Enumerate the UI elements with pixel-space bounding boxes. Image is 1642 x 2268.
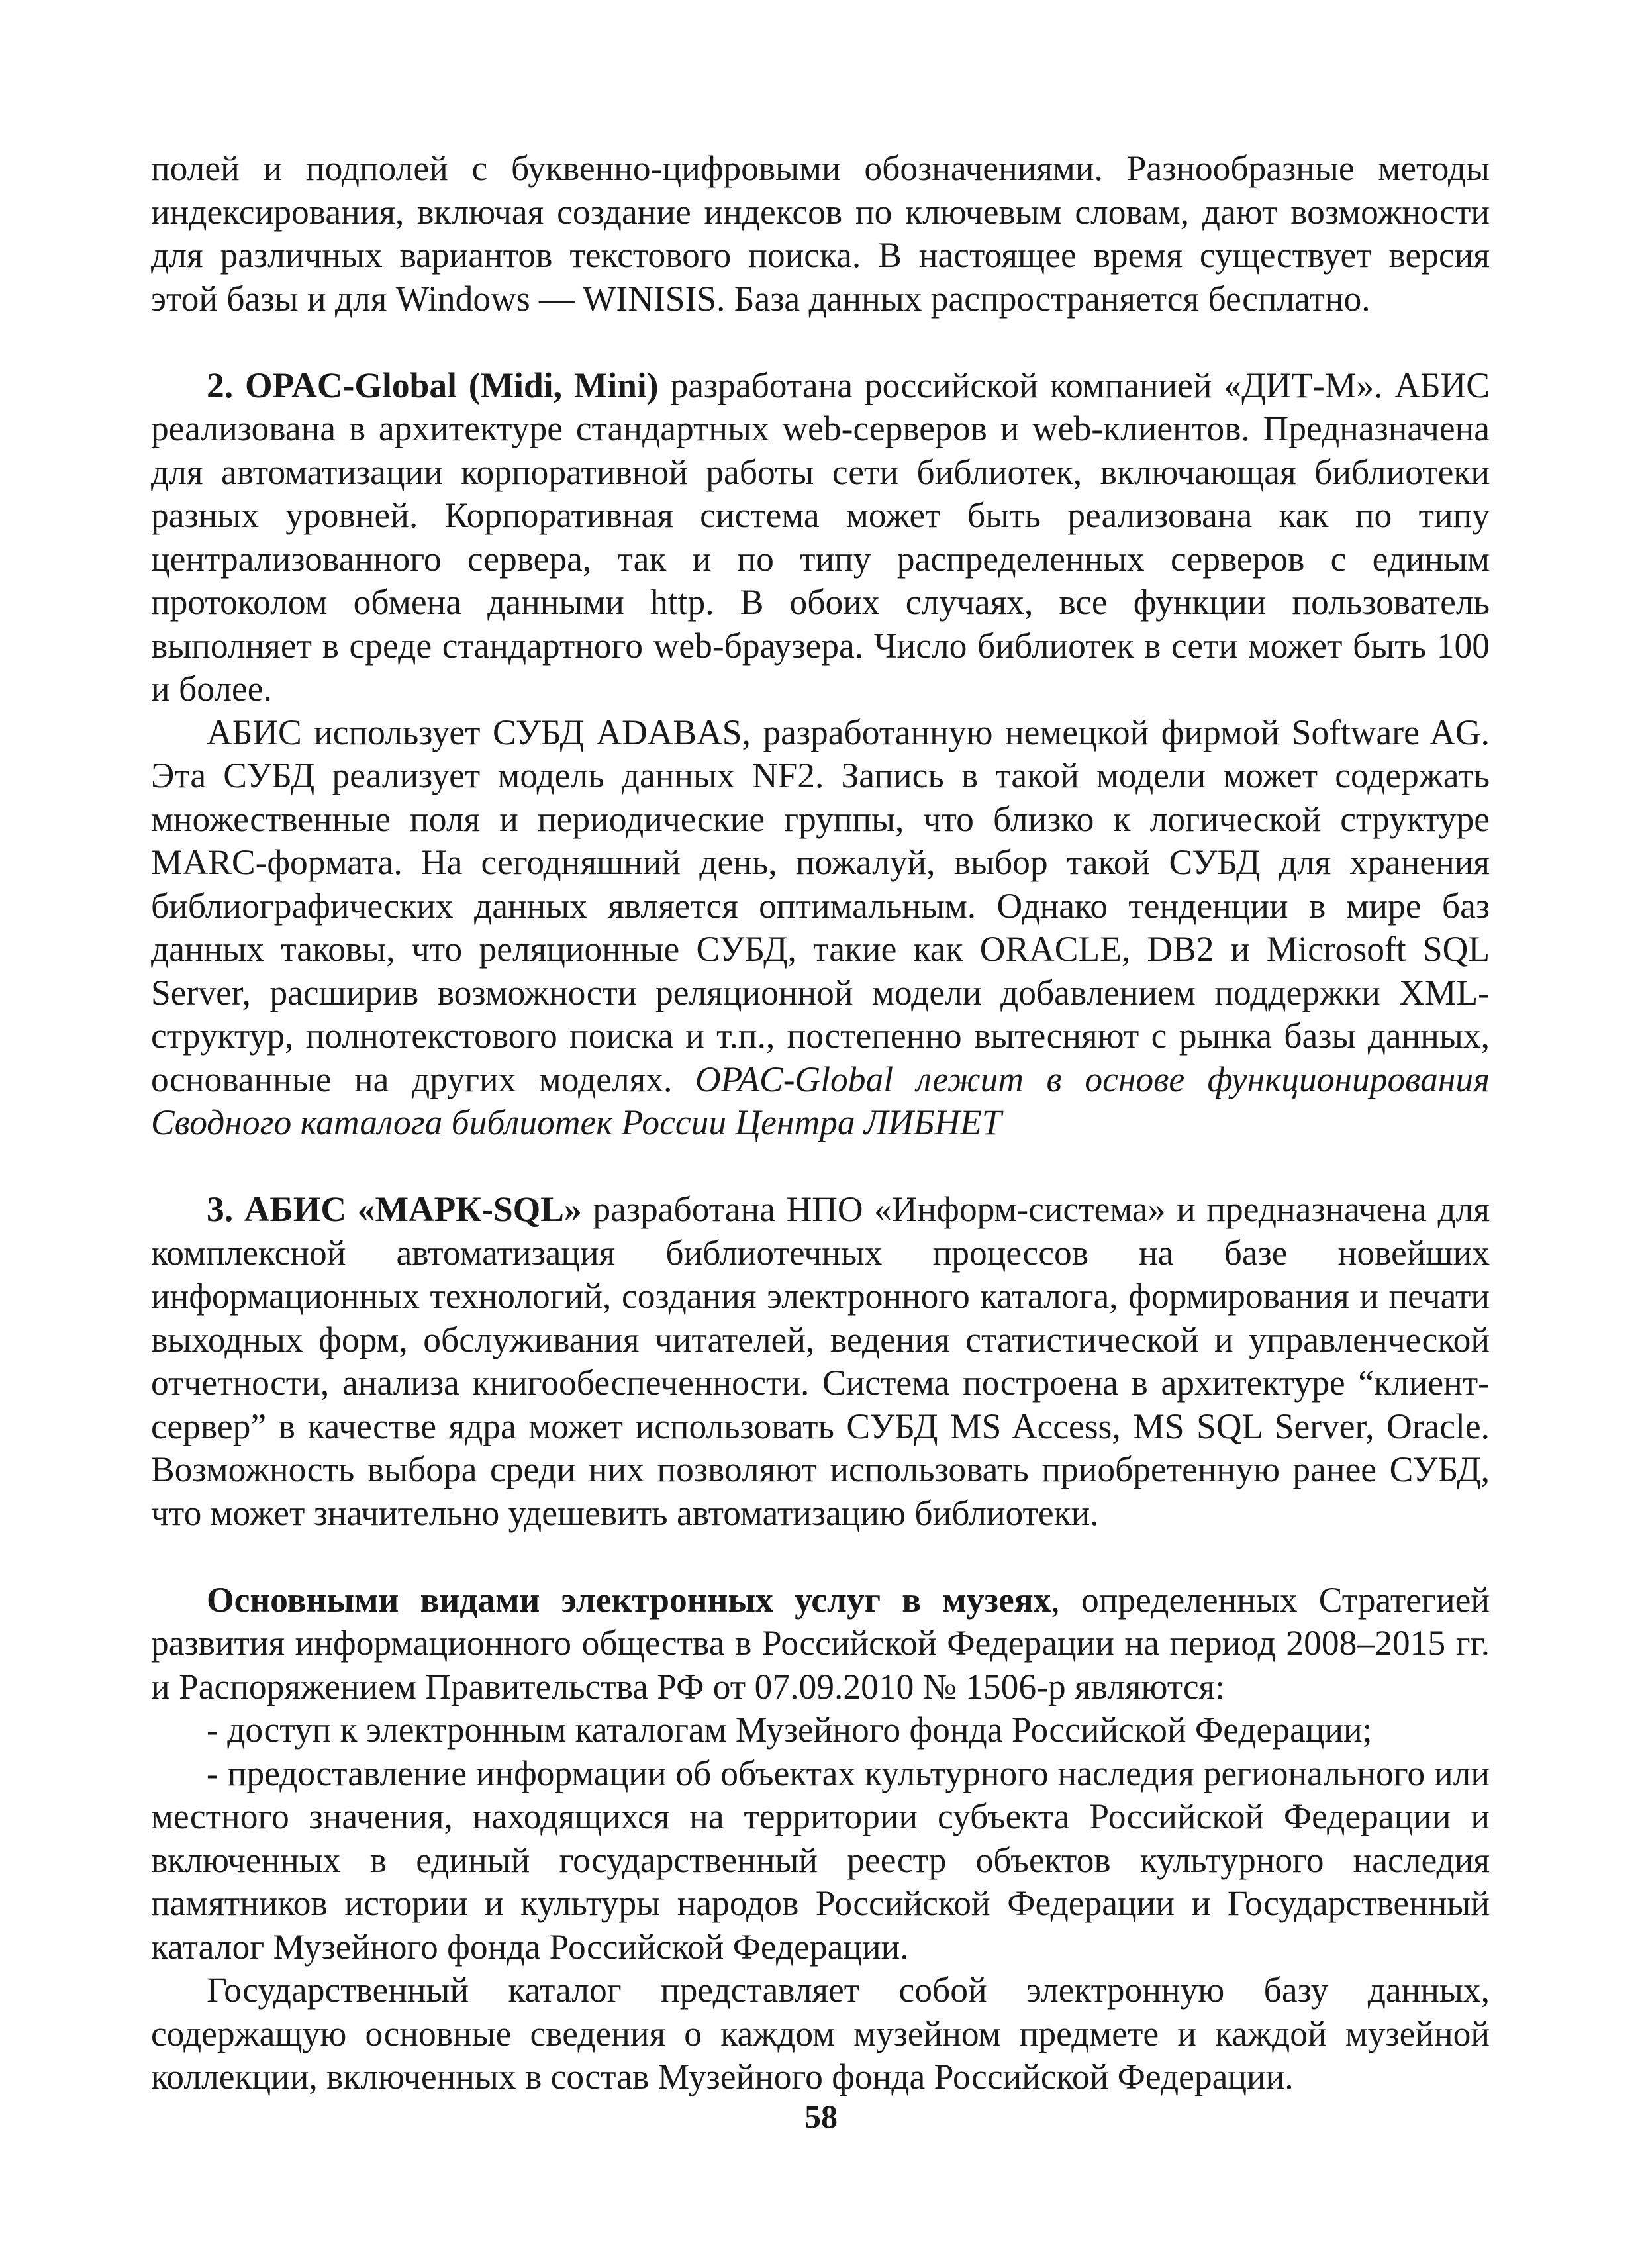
- museum-services-text: , определенных Стратегией развития информационного общества в Российской Федерации на период 2008–2015 гг. и Распоряжением Правительства РФ от 07.09.2010 № 1506-р являются:: [151, 1579, 1490, 1706]
- opac-global-heading: 2. OPAC-Global (Midi, Mini): [207, 365, 659, 405]
- paragraph-opac-global: [151, 364, 1490, 711]
- page-number: 58: [804, 2098, 838, 2135]
- mark-sql-text: разработана НПО «Информ-система» и предназначена для комплексной автоматизация библиотечных процессов на базе новейших информационных технологий, создания электронного каталога, формирования и печати выходных форм, обслуживания читателей, ведения статистической и управленческой отчетности, анализа книгообеспеченности. Система построена в архитектуре “клиент-сервер” в качестве ядра может использовать СУБД MS Access, MS SQL Server, Oracle. Возможность выбора среди них позволяют использовать приобретенную ранее СУБД, что может значительно удешевить автоматизацию библиотеки.: [151, 1189, 1490, 1533]
- opac-global-text: разработана российской компанией «ДИТ-М». АБИС реализована в архитектуре стандартных web-серверов и web-клиентов. Предназначена для автоматизации корпоративной работы сети библиотек, включающая библиотеки разных уровней. Корпоративная система может быть реализована как по типу централизованного сервера, так и по типу распределенных серверов с единым протоколом обмена данными http. В обоих случаях, все функции пользователь выполняет в среде стандартного web-браузера. Число библиотек в сети может быть 100 и более.: [151, 365, 1490, 709]
- paragraph-state-catalog: Государственный каталог представляет собой электронную базу данных, содержащую основные сведения о каждом музейном предмете и каждой музейной коллекции, включенных в состав Музейного фонда Российской Федерации.: [151, 1970, 1490, 2096]
- page-body: [151, 147, 1490, 2099]
- museum-services-heading: Основными видами электронных услуг в музеях: [207, 1579, 1051, 1620]
- mark-sql-heading: 3. АБИС «МАРК-SQL»: [207, 1189, 582, 1229]
- paragraph-mark-sql: [151, 1188, 1490, 1535]
- adabas-italic-note: OPAC-Global лежит в основе функционирования Сводного каталога библиотек России Центра ЛИБНЕТ: [151, 1059, 1490, 1142]
- paragraph-adabas: [151, 711, 1490, 1145]
- list-item-catalog-access: - доступ к электронным каталогам Музейного фонда Российской Федерации;: [207, 1710, 1373, 1750]
- adabas-text: АБИС использует СУБД ADABAS, разработанную немецкой фирмой Software AG. Эта СУБД реализует модель данных NF2. Запись в такой модели может содержать множественные поля и периодические группы, что близко к логической структуре MARC-формата. На сегодняшний день, пожалуй, выбор такой СУБД для хранения библиографических данных является оптимальным. Однако тенденции в мире баз данных таковы, что реляционные СУБД, такие как ORACLE, DB2 и Microsoft SQL Server, расширив возможности реляционной модели добавлением поддержки XML-структур, полнотекстового поиска и т.п., постепенно вытесняют с рынка базы данных, основанные на других моделях.: [151, 712, 1490, 1099]
- paragraph-museum-services: [151, 1579, 1490, 1709]
- list-item-heritage-info: - предоставление информации об объектах культурного наследия регионального или местного значения, находящихся на территории субъекта Российской Федерации и включенных в единый государственный реестр объектов культурного наследия памятников истории и культуры народов Российской Федерации и Государственный каталог Музейного фонда Российской Федерации.: [151, 1753, 1490, 1967]
- paragraph-isis-continuation: полей и подполей с буквенно-цифровыми обозначениями. Разнообразные методы индексирования, включая создание индексов по ключевым словам, дают возможности для различных вариантов текстового поиска. В настоящее время существует версия этой базы и для Windows — WINISIS. База данных распространяется бесплатно.: [151, 148, 1490, 319]
